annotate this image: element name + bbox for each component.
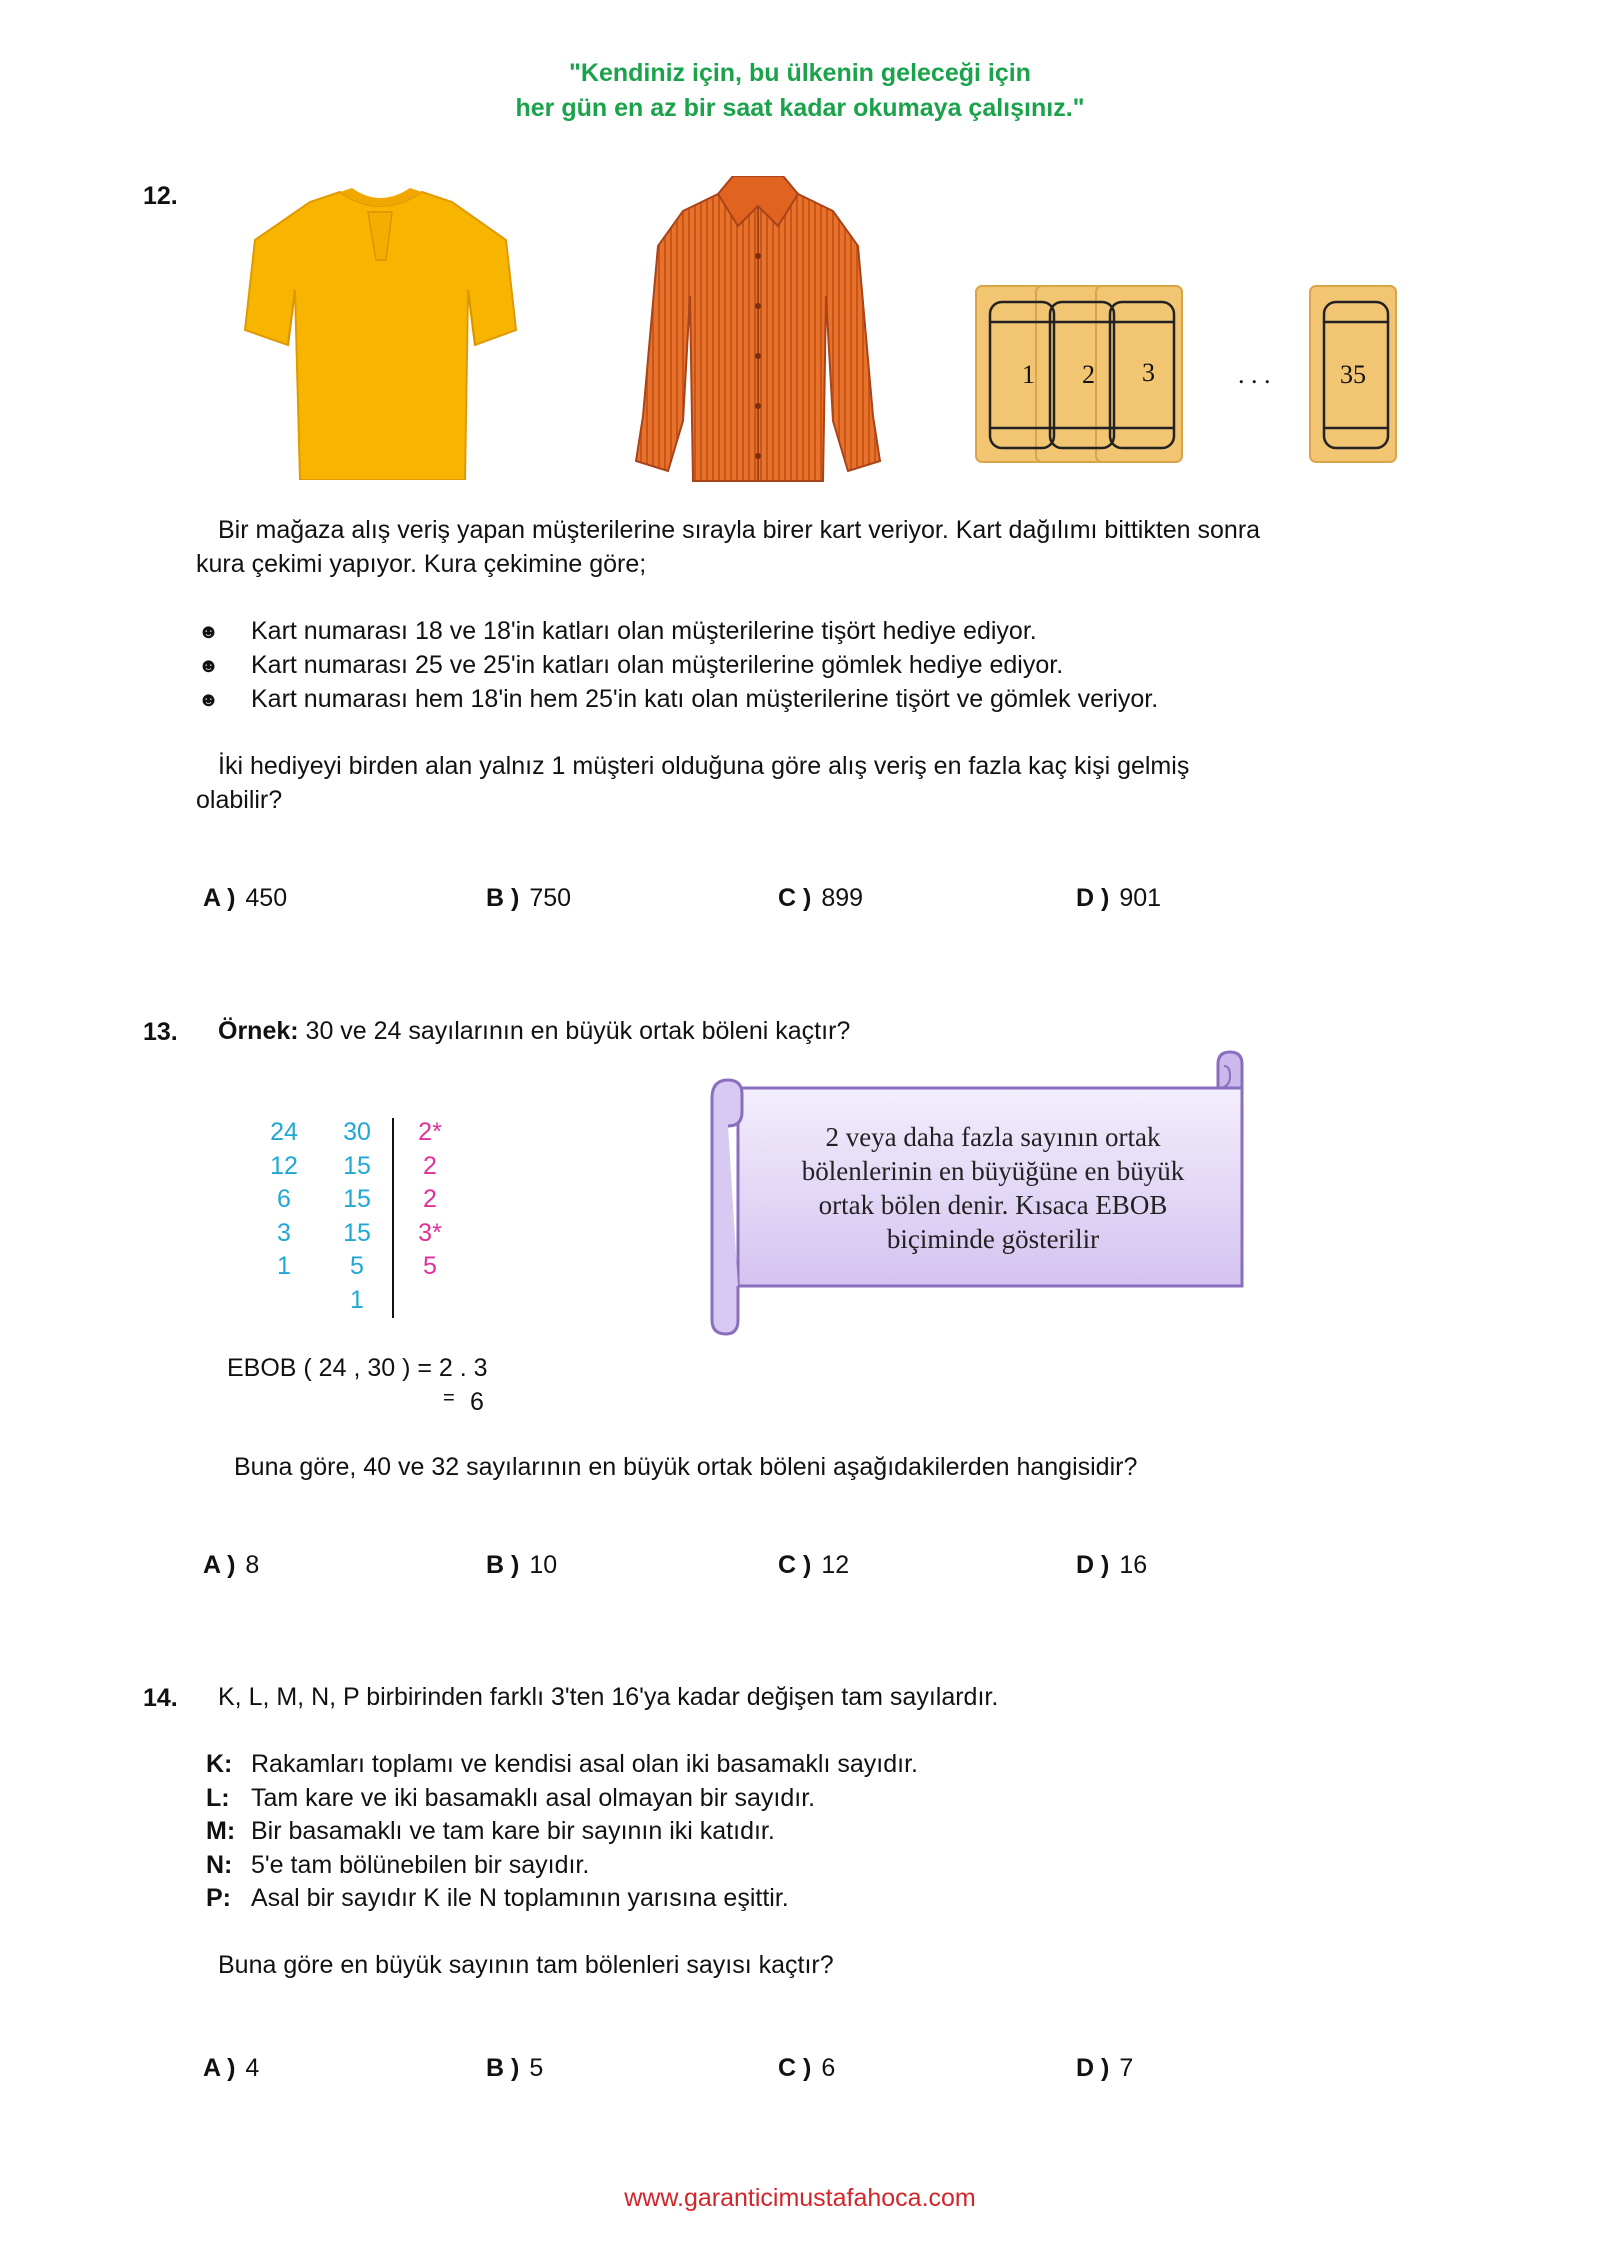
q12-bullet-2: Kart numarası 25 ve 25'in katları olan müşterilerine gömlek hediye ediyor. (251, 651, 1064, 679)
header-quote-line1: "Kendiniz için, bu ülkenin geleceği için (569, 59, 1031, 87)
q13-option-c[interactable]: C ) 12 (778, 1551, 850, 1579)
q12-option-b[interactable]: B ) 750 (486, 884, 572, 912)
scroll-line3: ortak bölen denir. Kısaca EBOB (818, 1190, 1168, 1220)
question-12-number: 12. (143, 182, 178, 210)
q14-intro: K, L, M, N, P birbirinden farklı 3'ten 16'ya kadar değişen tam sayılardır. (218, 1683, 999, 1711)
clue-key-p: P: (206, 1884, 231, 1912)
clue-text-l: Tam kare ve iki basamaklı asal olmayan bir sayıdır. (251, 1784, 816, 1812)
q12-paragraph-line2: kura çekimi yapıyor. Kura çekimine göre; (196, 550, 647, 578)
q14-option-b[interactable]: B ) 5 (486, 2054, 544, 2082)
q12-bullet-3: Kart numarası hem 18'in hem 25'in katı olan müşterilerine tişört ve gömlek veriyor. (251, 685, 1159, 713)
ebob-line1: EBOB ( 24 , 30 ) = 2 . 3 (227, 1354, 488, 1382)
question-14-number: 14. (143, 1684, 178, 1712)
q12-option-c[interactable]: C ) 899 (778, 884, 864, 912)
ebob-equals: = (443, 1387, 455, 1409)
clue-key-k: K: (206, 1750, 233, 1778)
example-label: Örnek: (218, 1017, 299, 1045)
ebob-result: 6 (470, 1388, 484, 1416)
q12-bullet-1: Kart numarası 18 ve 18'in katları olan müşterilerine tişört hediye ediyor. (251, 617, 1037, 645)
q12-option-d[interactable]: D ) 901 (1076, 884, 1162, 912)
q13-option-d[interactable]: D ) 16 (1076, 1551, 1148, 1579)
division-col-divisors: 2* 2 2 3* 5 (418, 1118, 442, 1280)
scroll-line1: 2 veya daha fazla sayının ortak (825, 1122, 1161, 1152)
clue-key-l: L: (206, 1784, 230, 1812)
clue-text-m: Bir basamaklı ve tam kare bir sayının iki katıdır. (251, 1817, 775, 1845)
q12-question-line2: olabilir? (196, 786, 283, 814)
q14-option-d[interactable]: D ) 7 (1076, 2054, 1134, 2082)
smiley-bullet-icon: ☻ (198, 655, 220, 677)
smiley-bullet-icon: ☻ (198, 621, 220, 643)
smiley-bullet-icon: ☻ (198, 689, 220, 711)
card-1-number: 1 (1022, 360, 1035, 389)
q13-option-a[interactable]: A ) 8 (203, 1551, 260, 1579)
clue-text-n: 5'e tam bölünebilen bir sayıdır. (251, 1851, 590, 1879)
example-text: 30 ve 24 sayılarının en büyük ortak böleni kaçtır? (298, 1017, 851, 1045)
definition-scroll (708, 1050, 1250, 1336)
division-col-24: 24 12 6 3 1 (270, 1118, 298, 1280)
q12-paragraph-line1: Bir mağaza alış veriş yapan müşterilerine sırayla birer kart veriyor. Kart dağılımı bittikten sonra (218, 516, 1261, 544)
header-quote-line2: her gün en az bir saat kadar okumaya çalışınız." (515, 94, 1085, 122)
clue-key-n: N: (206, 1851, 233, 1879)
q13-question: Buna göre, 40 ve 32 sayılarının en büyük ortak böleni aşağıdakilerden hangisidir? (234, 1453, 1138, 1481)
clue-key-m: M: (206, 1817, 236, 1845)
scroll-line2: bölenlerinin en büyüğüne en büyük (801, 1156, 1185, 1186)
card-35-number: 35 (1340, 360, 1366, 389)
cards-illustration (970, 280, 1410, 470)
division-col-30: 30 15 15 15 5 1 (343, 1118, 371, 1314)
shirt-image (628, 176, 888, 486)
q13-option-b[interactable]: B ) 10 (486, 1551, 558, 1579)
card-ellipsis: . . . (1238, 360, 1271, 389)
q13-example (218, 1014, 850, 1048)
q12-option-a[interactable]: A ) 450 (203, 884, 288, 912)
scroll-line4: biçiminde gösterilir (886, 1224, 1100, 1254)
card-2-number: 2 (1082, 360, 1095, 389)
q14-option-a[interactable]: A ) 4 (203, 2054, 260, 2082)
card-3-number: 3 (1142, 358, 1155, 387)
clue-text-p: Asal bir sayıdır K ile N toplamının yarısına eşittir. (251, 1884, 789, 1912)
footer-website-link[interactable]: www.garanticimustafahoca.com (624, 2184, 976, 2212)
q14-question: Buna göre en büyük sayının tam bölenleri sayısı kaçtır? (218, 1951, 834, 1979)
q14-option-c[interactable]: C ) 6 (778, 2054, 836, 2082)
clue-text-k: Rakamları toplamı ve kendisi asal olan iki basamaklı sayıdır. (251, 1750, 918, 1778)
tshirt-image (240, 180, 520, 480)
division-line (392, 1118, 394, 1318)
q12-question-line1: İki hediyeyi birden alan yalnız 1 müşteri olduğuna göre alış veriş en fazla kaç kişi gelmiş (218, 752, 1190, 780)
question-13-number: 13. (143, 1018, 178, 1046)
